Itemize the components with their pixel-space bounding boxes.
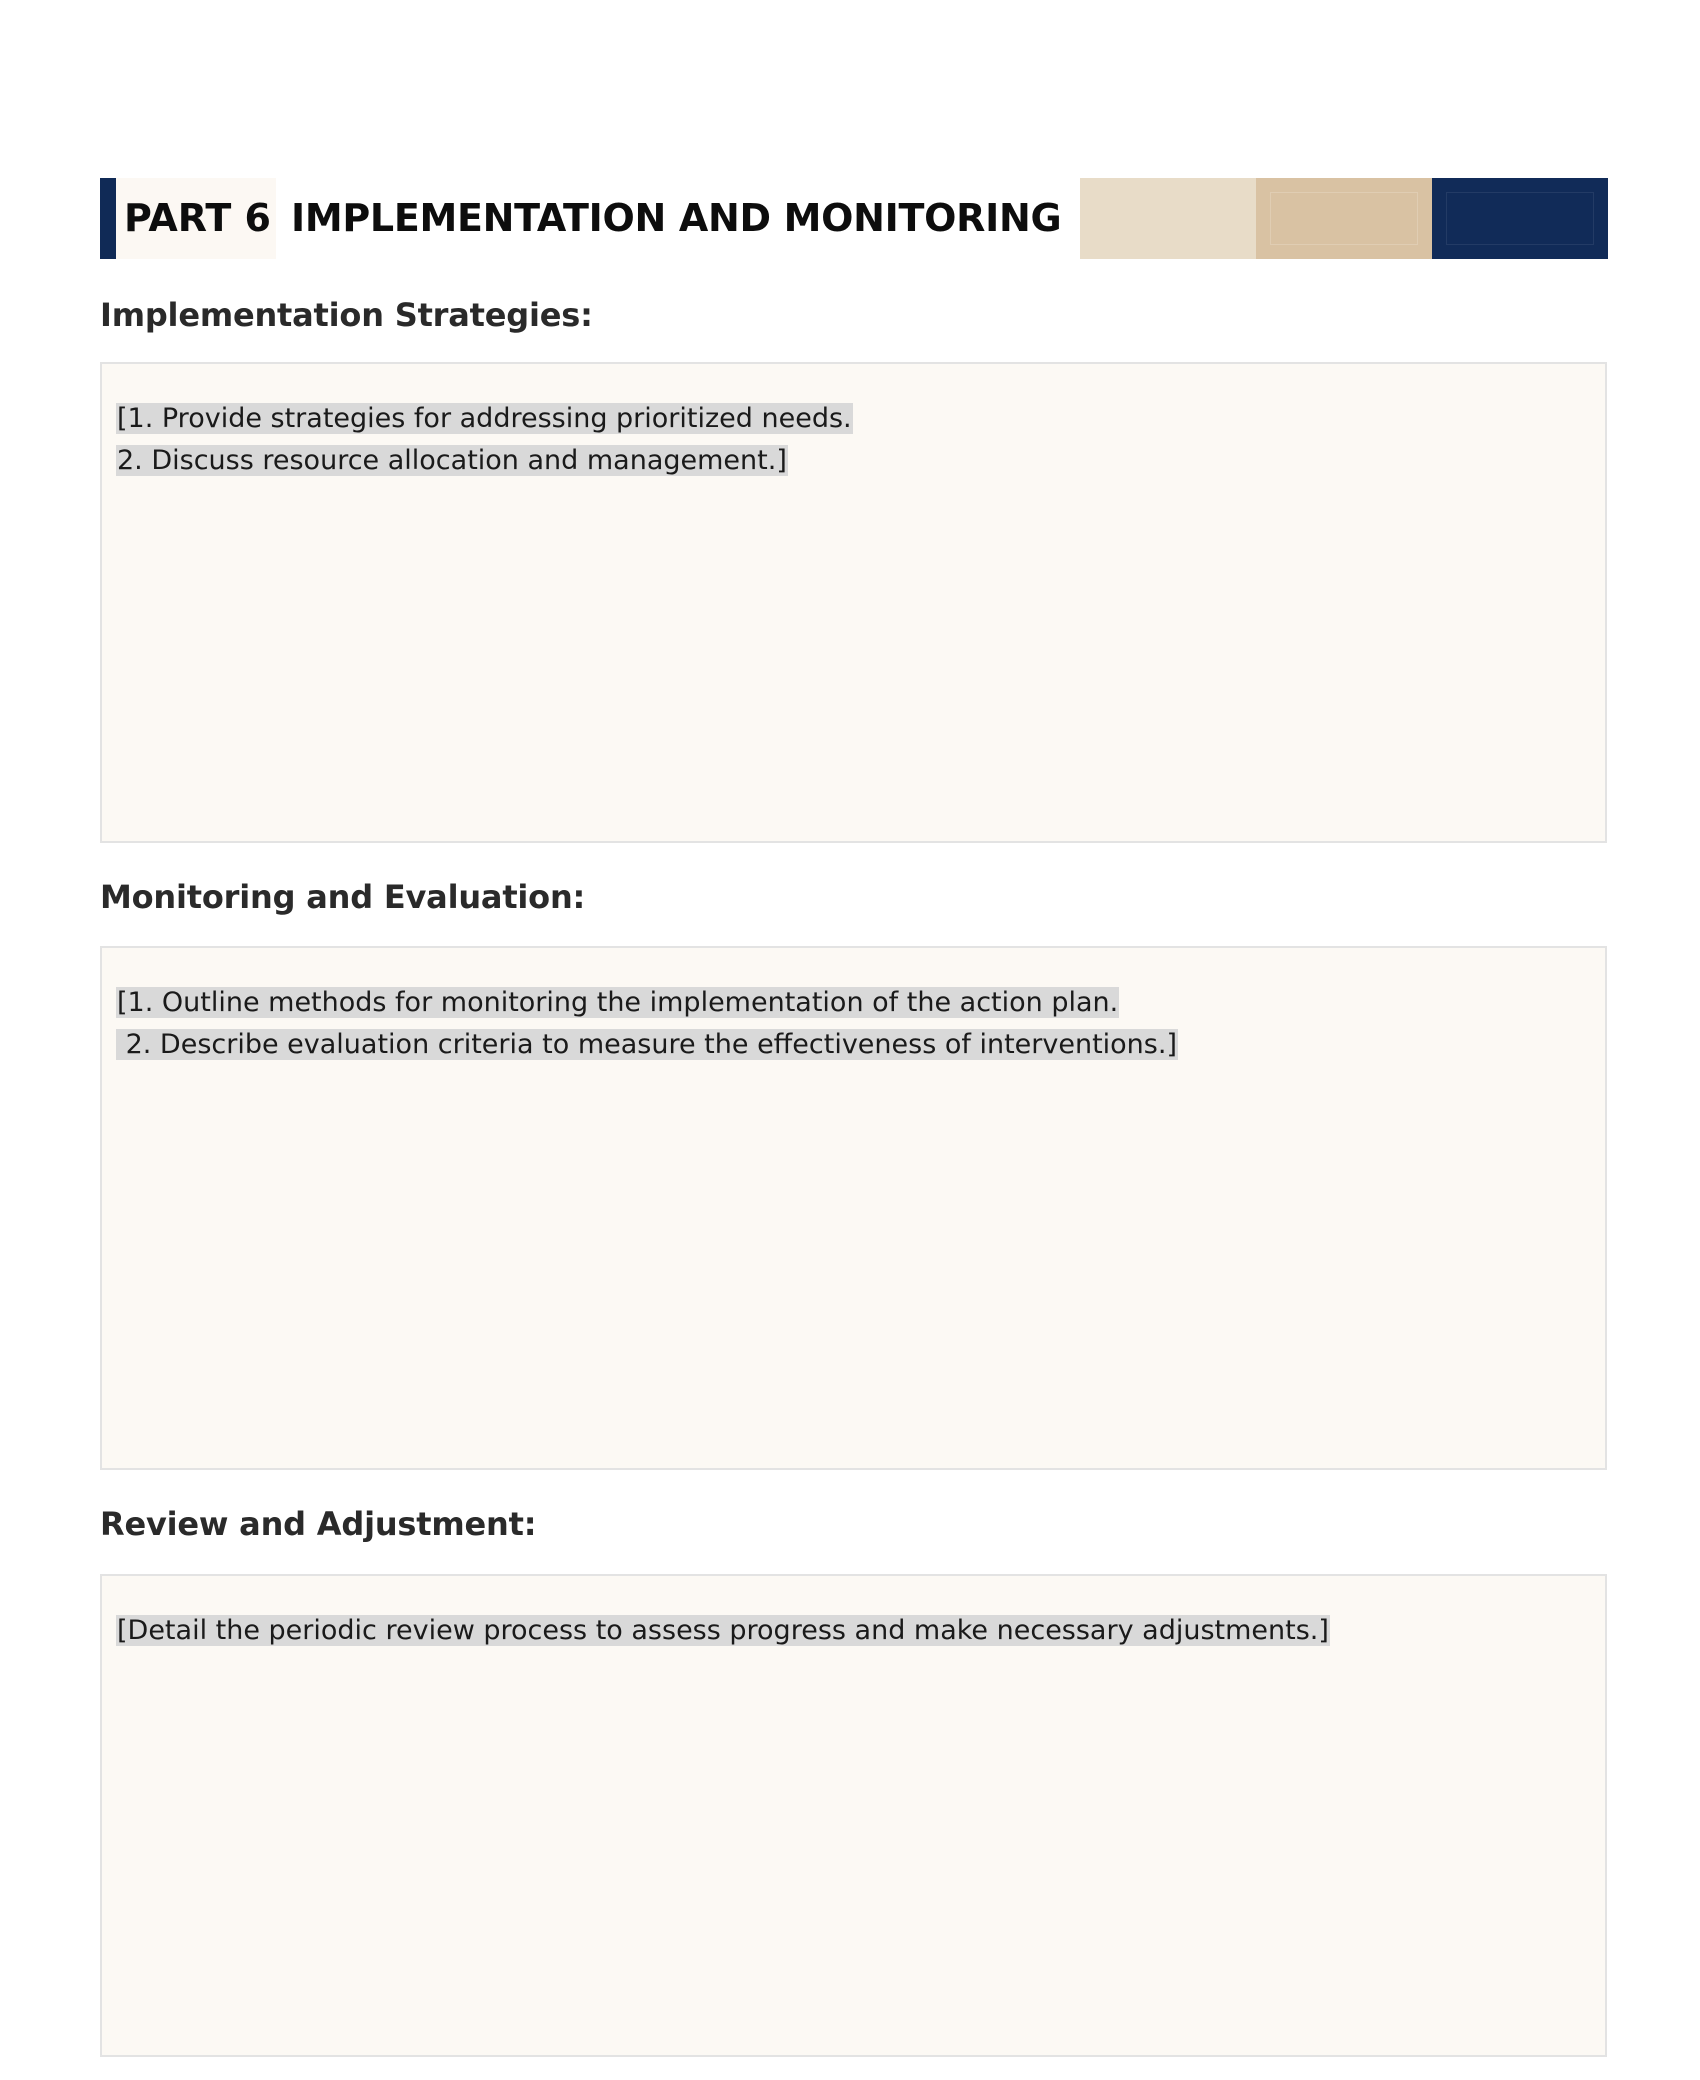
part-label: PART 6 [124, 196, 271, 240]
color-swatch-tan [1256, 178, 1432, 259]
monitoring-evaluation-field[interactable] [100, 946, 1607, 1470]
review-adjustment-heading: Review and Adjustment: [100, 1505, 537, 1543]
color-swatch-navy [1432, 178, 1608, 259]
placeholder-line[interactable]: [Detail the periodic review process to assess progress and make necessary adjustments.] [117, 1615, 1329, 1646]
part-accent-bar [100, 178, 116, 259]
monitoring-evaluation-heading: Monitoring and Evaluation: [100, 878, 586, 916]
field-text [116, 1610, 1330, 1652]
field-text [116, 982, 1178, 1066]
placeholder-line[interactable]: [1. Outline methods for monitoring the implementation of the action plan. [117, 987, 1119, 1018]
field-text [116, 398, 853, 482]
placeholder-line[interactable]: 2. Discuss resource allocation and management.] [117, 445, 787, 476]
color-swatch-light [1080, 178, 1256, 259]
placeholder-line[interactable]: [1. Provide strategies for addressing prioritized needs. [117, 403, 852, 434]
implementation-strategies-heading: Implementation Strategies: [100, 296, 593, 334]
review-adjustment-field[interactable] [100, 1574, 1607, 2057]
part-header [100, 178, 1608, 259]
page-title: IMPLEMENTATION AND MONITORING [291, 196, 1062, 240]
implementation-strategies-field[interactable] [100, 362, 1607, 843]
placeholder-line[interactable]: 2. Describe evaluation criteria to measure the effectiveness of interventions.] [117, 1029, 1177, 1060]
